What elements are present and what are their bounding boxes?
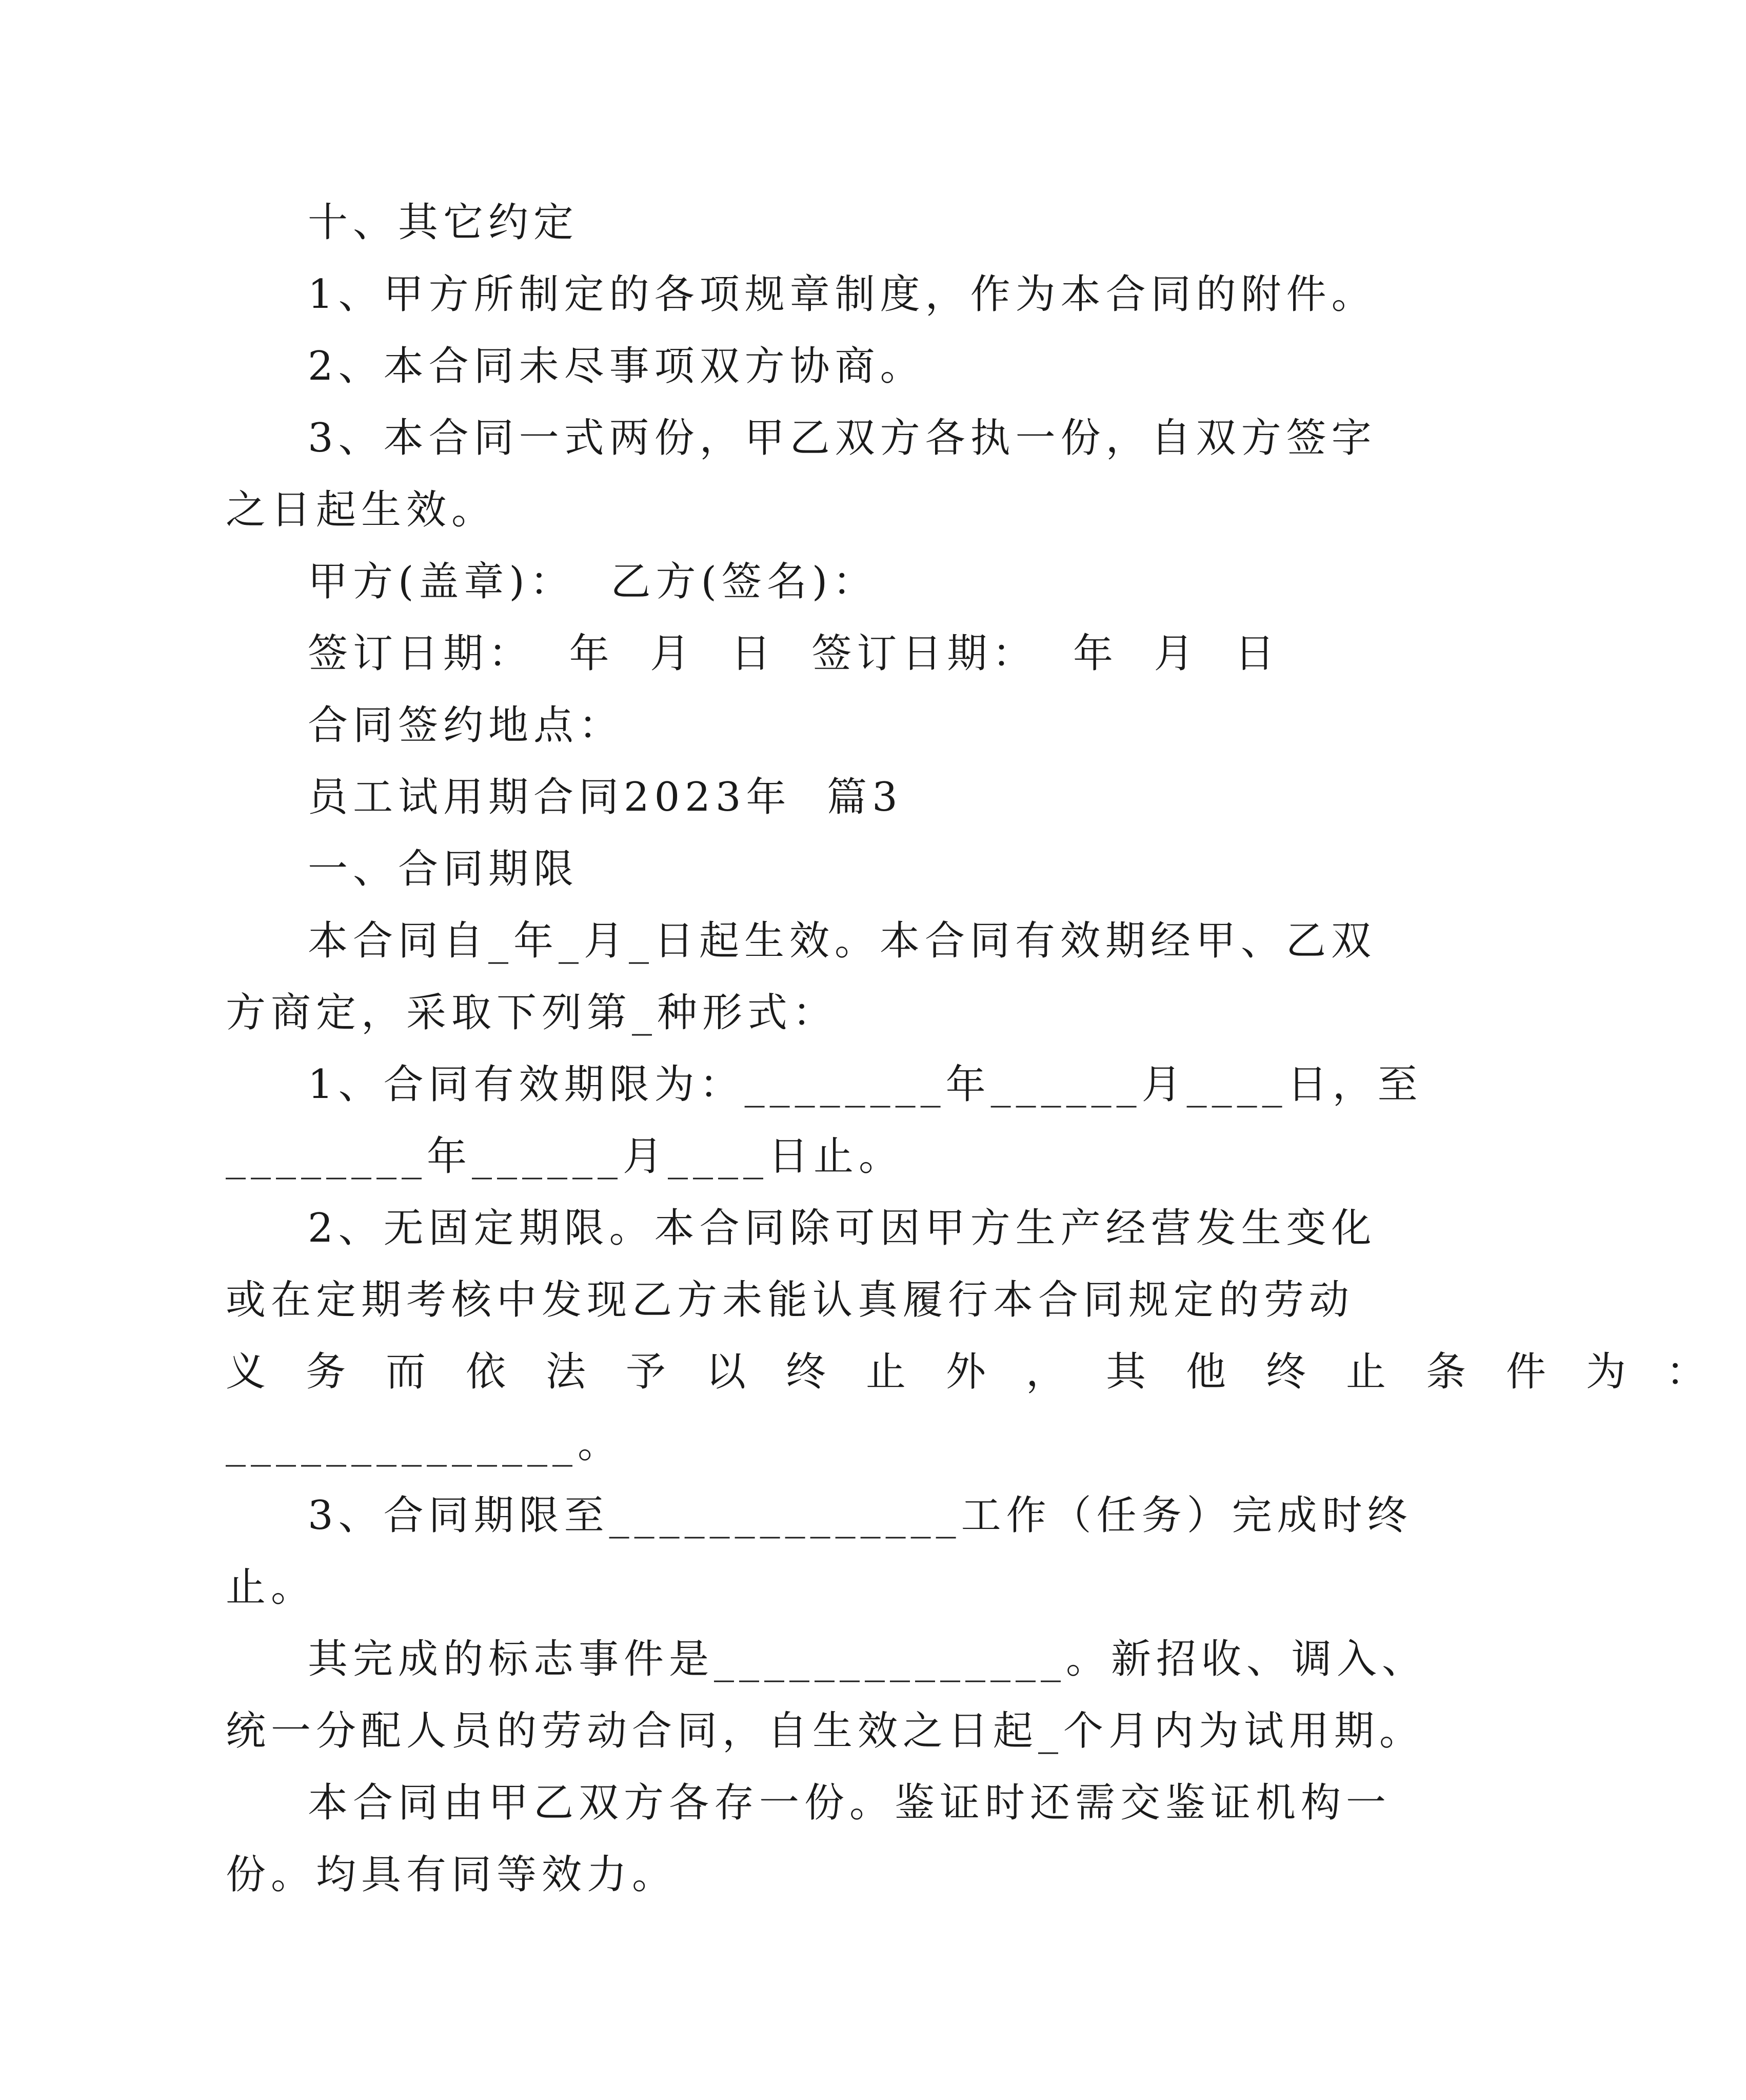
paragraph-line: 方商定，采取下列第_种形式： (226, 990, 838, 1036)
paragraph-line: 3、合同期限至______________工作（任务）完成时终 (308, 1493, 1413, 1539)
section-title: 员工试用期合同2023年 篇3 (308, 774, 903, 820)
section-heading-other-agreements: 十、其它约定 (308, 200, 579, 246)
paragraph-line: 其完成的标志事件是______________。新招收、调入、 (308, 1636, 1427, 1682)
paragraph-line: 份。均具有同等效力。 (226, 1852, 678, 1898)
paragraph-line: 2、本合同未尽事项双方协商。 (308, 343, 925, 389)
signature-line: 甲方(盖章)： 乙方(签名)： (308, 559, 878, 605)
paragraph-line: ______________。 (226, 1421, 623, 1467)
paragraph-line: 本合同由甲乙双方各存一份。鉴证时还需交鉴证机构一 (308, 1780, 1392, 1826)
paragraph-line: 统一分配人员的劳动合同，自生效之日起_个月内为试用期。 (226, 1708, 1425, 1754)
section-heading-contract-term: 一、合同期限 (308, 846, 579, 892)
paragraph-line: 义务而依法予以终止外，其他终止条件为： (226, 1349, 1746, 1395)
paragraph-line: 止。 (226, 1564, 316, 1611)
paragraph-line: 2、无固定期限。本合同除可因甲方生产经营发生变化 (308, 1205, 1377, 1251)
paragraph-line: 1、合同有效期限为：________年______月____日，至 (308, 1062, 1423, 1108)
paragraph-line: ________年______月____日止。 (226, 1133, 904, 1180)
signing-date-line: 签订日期： 年 月 日 签订日期： 年 月 日 (308, 631, 1280, 677)
paragraph-line: 本合同自_年_月_日起生效。本合同有效期经甲、乙双 (308, 918, 1377, 964)
paragraph-line: 或在定期考核中发现乙方未能认真履行本合同规定的劳动 (226, 1277, 1355, 1323)
paragraph-line: 之日起生效。 (226, 487, 497, 533)
signing-location-line: 合同签约地点： (308, 702, 624, 749)
paragraph-line: 1、甲方所制定的各项规章制度，作为本合同的附件。 (308, 271, 1377, 318)
paragraph-line: 3、本合同一式两份，甲乙双方各执一份，自双方签字 (308, 415, 1377, 461)
